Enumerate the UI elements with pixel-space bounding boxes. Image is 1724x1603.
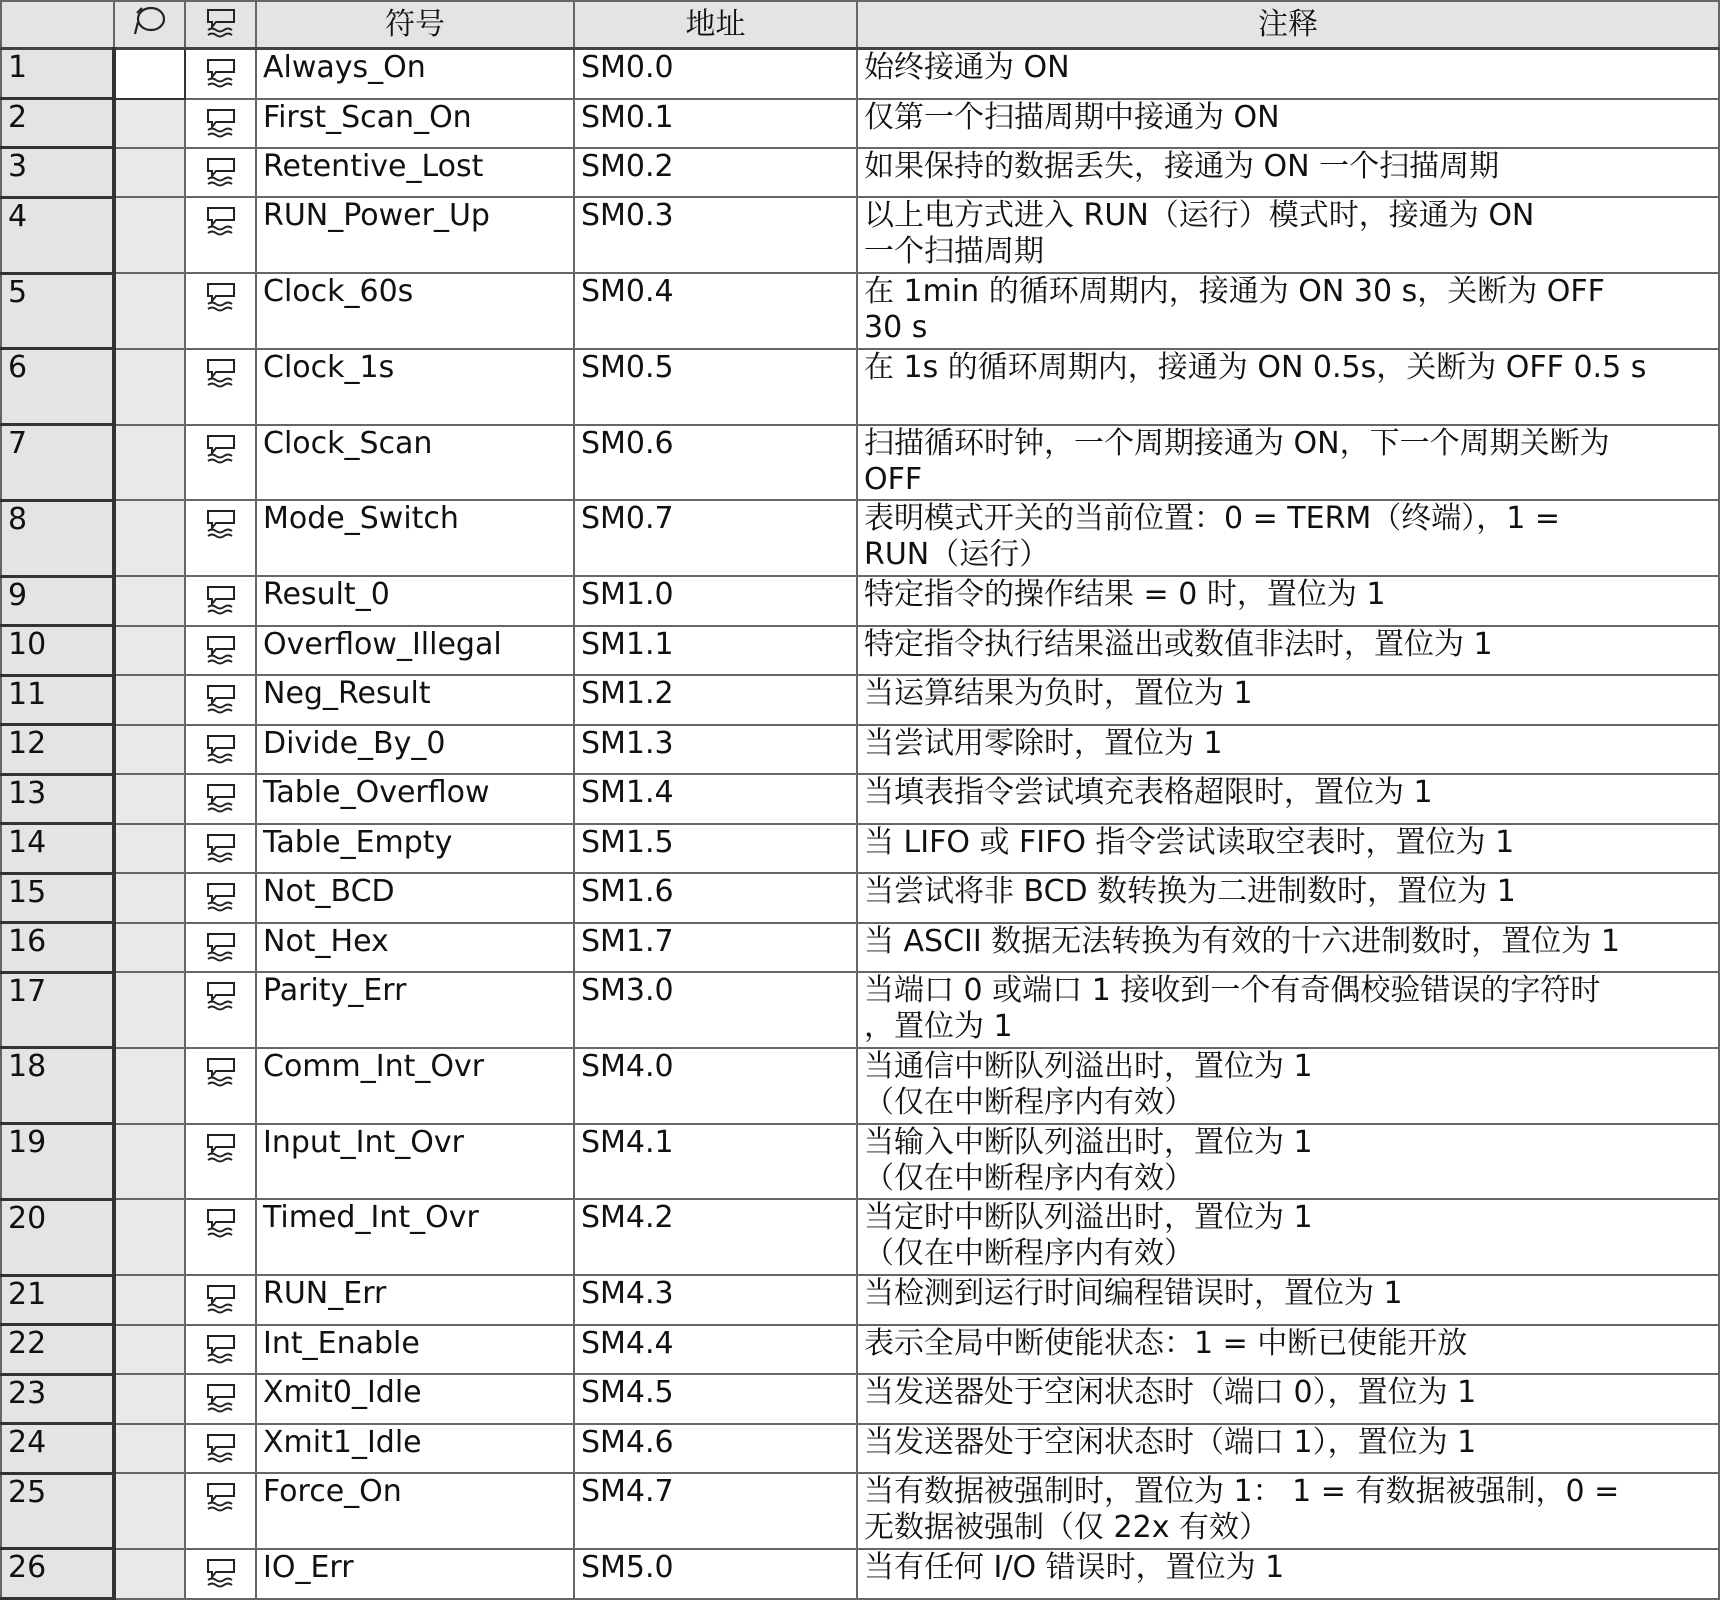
symbol-cell[interactable]: Parity_Err [256, 972, 574, 1048]
comment-line: 当尝试用零除时，置位为 1 [864, 725, 1223, 761]
comment-icon [204, 977, 238, 1011]
row-number[interactable]: 15 [1, 873, 114, 922]
comment-line: 在 1s 的循环周期内，接通为 ON 0.5s，关断为 OFF 0.5 s [864, 349, 1647, 385]
comment-cell[interactable] [857, 972, 1719, 1048]
comment-icon-cell[interactable] [185, 873, 256, 922]
table-row[interactable] [1, 1048, 1719, 1124]
table-row[interactable] [1, 824, 1719, 873]
table-row[interactable] [1, 774, 1719, 823]
table-row[interactable] [1, 1424, 1719, 1473]
comment-icon [204, 1554, 238, 1588]
address-cell[interactable]: SM0.7 [574, 500, 857, 576]
symbol-cell[interactable]: Mode_Switch [256, 500, 574, 576]
comment-cell[interactable] [857, 1374, 1719, 1423]
comment-icon-cell[interactable] [185, 49, 256, 99]
view-cell[interactable] [114, 500, 185, 576]
comment-line: 当尝试将非 BCD 数转换为二进制数时，置位为 1 [864, 874, 1516, 910]
view-cell[interactable] [114, 1199, 185, 1275]
address-cell[interactable]: SM4.6 [574, 1424, 857, 1473]
address-cell[interactable]: SM1.2 [574, 675, 857, 724]
view-cell[interactable] [114, 1275, 185, 1324]
comment-line: 特定指令执行结果溢出或数值非法时，置位为 1 [864, 626, 1493, 662]
row-number[interactable]: 19 [1, 1124, 114, 1200]
comment-icon-cell[interactable] [185, 1473, 256, 1549]
table-row[interactable] [1, 675, 1719, 724]
view-cell[interactable] [114, 1124, 185, 1200]
table-row[interactable] [1, 873, 1719, 922]
symbol-cell[interactable]: Always_On [256, 49, 574, 99]
comment-icon-cell[interactable] [185, 148, 256, 197]
table-row[interactable] [1, 99, 1719, 148]
table-row[interactable] [1, 1199, 1719, 1275]
address-cell[interactable]: SM0.1 [574, 99, 857, 148]
column-header-comment[interactable]: 注释 [857, 1, 1719, 49]
comment-icon [204, 1204, 238, 1238]
comment-cell[interactable] [857, 1199, 1719, 1275]
view-cell[interactable] [114, 1325, 185, 1374]
symbol-cell[interactable]: Clock_1s [256, 349, 574, 425]
view-cell[interactable] [114, 197, 185, 273]
comment-icon-cell[interactable] [185, 1048, 256, 1124]
comment-icon [204, 202, 238, 236]
comment-icon [204, 4, 238, 38]
comment-line: 当发送器处于空闲状态时（端口 0），置位为 1 [864, 1375, 1477, 1411]
comment-icon-cell[interactable] [185, 824, 256, 873]
table-row[interactable] [1, 725, 1719, 774]
address-cell[interactable]: SM0.5 [574, 349, 857, 425]
comment-icon-cell[interactable] [185, 1374, 256, 1423]
address-cell[interactable]: SM4.1 [574, 1124, 857, 1200]
column-header-address[interactable]: 地址 [574, 1, 857, 49]
symbol-cell[interactable]: Result_0 [256, 576, 574, 625]
comment-line: ，置位为 1 [864, 1009, 1013, 1045]
comment-line: 当发送器处于空闲状态时（端口 1），置位为 1 [864, 1424, 1477, 1460]
row-number[interactable]: 25 [1, 1473, 114, 1549]
comment-icon [204, 153, 238, 187]
view-cell[interactable] [114, 873, 185, 922]
comment-line: 当定时中断队列溢出时，置位为 1 [864, 1200, 1313, 1236]
table-row[interactable] [1, 1325, 1719, 1374]
comment-icon-cell[interactable] [185, 425, 256, 501]
comment-cell[interactable] [857, 49, 1719, 99]
address-cell[interactable]: SM4.7 [574, 1473, 857, 1549]
view-cell[interactable] [114, 923, 185, 972]
comment-line: 当 ASCII 数据无法转换为有效的十六进制数时，置位为 1 [864, 923, 1620, 959]
symbol-cell[interactable]: Table_Empty [256, 824, 574, 873]
view-cell[interactable] [114, 1424, 185, 1473]
view-cell[interactable] [114, 1549, 185, 1599]
comment-icon-cell[interactable] [185, 1424, 256, 1473]
view-cell[interactable] [114, 273, 185, 349]
table-row[interactable] [1, 626, 1719, 675]
address-cell[interactable]: SM1.7 [574, 923, 857, 972]
comment-icon [204, 1379, 238, 1413]
table-row[interactable] [1, 425, 1719, 501]
comment-line: 当端口 0 或端口 1 接收到一个有奇偶校验错误的字符时 [864, 973, 1601, 1009]
comment-cell[interactable] [857, 725, 1719, 774]
symbol-cell[interactable]: IO_Err [256, 1549, 574, 1599]
row-number[interactable]: 12 [1, 725, 114, 774]
comment-icon [204, 1330, 238, 1364]
row-number[interactable]: 6 [1, 349, 114, 425]
comment-line: （仅在中断程序内有效） [864, 1160, 1194, 1196]
table-row[interactable] [1, 500, 1719, 576]
column-header-symbol[interactable]: 符号 [256, 1, 574, 49]
comment-icon [204, 278, 238, 312]
comment-cell[interactable] [857, 774, 1719, 823]
comment-cell[interactable] [857, 500, 1719, 576]
address-cell[interactable]: SM0.6 [574, 425, 857, 501]
comment-icon-cell[interactable] [185, 197, 256, 273]
comment-cell[interactable] [857, 425, 1719, 501]
address-cell[interactable]: SM1.4 [574, 774, 857, 823]
table-row[interactable] [1, 273, 1719, 349]
column-header-comment-icon[interactable] [185, 1, 256, 49]
comment-line: 当有数据被强制时，置位为 1： 1 = 有数据被强制，0 = [864, 1474, 1620, 1510]
row-number[interactable]: 13 [1, 774, 114, 823]
comment-icon [204, 680, 238, 714]
comment-icon-cell[interactable] [185, 349, 256, 425]
address-cell[interactable]: SM0.0 [574, 49, 857, 99]
comment-cell[interactable] [857, 197, 1719, 273]
row-number[interactable]: 8 [1, 500, 114, 576]
comment-icon-cell[interactable] [185, 273, 256, 349]
comment-line: 仅第一个扫描周期中接通为 ON [864, 99, 1280, 135]
address-cell[interactable]: SM4.0 [574, 1048, 857, 1124]
comment-icon [204, 631, 238, 665]
comment-icon-cell[interactable] [185, 576, 256, 625]
symbol-cell[interactable]: First_Scan_On [256, 99, 574, 148]
comment-line: 当检测到运行时间编程错误时，置位为 1 [864, 1276, 1403, 1312]
row-number[interactable]: 18 [1, 1048, 114, 1124]
comment-cell[interactable] [857, 1424, 1719, 1473]
comment-icon [204, 928, 238, 962]
row-number[interactable]: 2 [1, 99, 114, 148]
comment-icon [204, 1129, 238, 1163]
comment-line: 在 1min 的循环周期内，接通为 ON 30 s，关断为 OFF [864, 274, 1605, 310]
comment-icon [204, 54, 238, 88]
view-cell[interactable] [114, 99, 185, 148]
comment-icon [204, 581, 238, 615]
corner-cell[interactable] [1, 1, 114, 49]
comment-icon-cell[interactable] [185, 774, 256, 823]
comment-line: 一个扫描周期 [864, 234, 1044, 270]
comment-line: 无数据被强制（仅 22x 有效） [864, 1510, 1269, 1546]
comment-line: 当 LIFO 或 FIFO 指令尝试读取空表时，置位为 1 [864, 824, 1515, 860]
symbol-cell[interactable]: Not_Hex [256, 923, 574, 972]
row-number[interactable]: 1 [1, 49, 114, 99]
symbol-cell[interactable]: Clock_Scan [256, 425, 574, 501]
comment-line: RUN（运行） [864, 537, 1050, 573]
comment-cell[interactable] [857, 349, 1719, 425]
address-cell[interactable]: SM5.0 [574, 1549, 857, 1599]
table-row[interactable] [1, 1473, 1719, 1549]
table-row[interactable] [1, 1549, 1719, 1599]
table-row[interactable] [1, 1374, 1719, 1423]
table-row[interactable] [1, 972, 1719, 1048]
address-cell[interactable]: SM4.3 [574, 1275, 857, 1324]
comment-cell[interactable] [857, 1048, 1719, 1124]
row-number[interactable]: 10 [1, 626, 114, 675]
comment-cell[interactable] [857, 273, 1719, 349]
comment-line: 以上电方式进入 RUN（运行）模式时，接通为 ON [864, 198, 1535, 234]
comment-cell[interactable] [857, 873, 1719, 922]
table-row[interactable] [1, 923, 1719, 972]
comment-icon-cell[interactable] [185, 725, 256, 774]
comment-icon [204, 505, 238, 539]
symbol-cell[interactable]: Not_BCD [256, 873, 574, 922]
row-number[interactable]: 17 [1, 972, 114, 1048]
row-number[interactable]: 21 [1, 1275, 114, 1324]
comment-icon-cell[interactable] [185, 99, 256, 148]
comment-icon-cell[interactable] [185, 500, 256, 576]
view-cell[interactable] [114, 972, 185, 1048]
row-number[interactable]: 24 [1, 1424, 114, 1473]
comment-line: （仅在中断程序内有效） [864, 1236, 1194, 1272]
address-cell[interactable]: SM3.0 [574, 972, 857, 1048]
row-number[interactable]: 20 [1, 1199, 114, 1275]
row-number[interactable]: 3 [1, 148, 114, 197]
comment-line: 当有任何 I/O 错误时，置位为 1 [864, 1549, 1285, 1585]
symbol-cell[interactable]: Timed_Int_Ovr [256, 1199, 574, 1275]
view-cell[interactable] [114, 1048, 185, 1124]
comment-line: 特定指令的操作结果 = 0 时，置位为 1 [864, 577, 1386, 613]
comment-line: 如果保持的数据丢失，接通为 ON 一个扫描周期 [864, 148, 1500, 184]
comment-icon [204, 104, 238, 138]
view-cell[interactable] [114, 824, 185, 873]
symbol-cell[interactable]: Neg_Result [256, 675, 574, 724]
table-row[interactable] [1, 1275, 1719, 1324]
comment-icon-cell[interactable] [185, 1275, 256, 1324]
symbol-cell[interactable]: Comm_Int_Ovr [256, 1048, 574, 1124]
comment-line: 30 s [864, 310, 928, 346]
comment-icon [204, 1280, 238, 1314]
row-number[interactable]: 11 [1, 675, 114, 724]
view-cell[interactable] [114, 675, 185, 724]
table-row[interactable] [1, 576, 1719, 625]
address-cell[interactable]: SM4.4 [574, 1325, 857, 1374]
comment-cell[interactable] [857, 675, 1719, 724]
view-cell[interactable] [114, 349, 185, 425]
address-cell[interactable]: SM1.6 [574, 873, 857, 922]
view-cell[interactable] [114, 425, 185, 501]
comment-cell[interactable] [857, 1124, 1719, 1200]
comment-line: 扫描循环时钟，一个周期接通为 ON，下一个周期关断为 [864, 425, 1610, 461]
view-cell[interactable] [114, 1473, 185, 1549]
view-cell[interactable] [114, 725, 185, 774]
symbol-cell[interactable]: Xmit0_Idle [256, 1374, 574, 1423]
view-cell[interactable] [114, 148, 185, 197]
symbol-cell[interactable]: Xmit1_Idle [256, 1424, 574, 1473]
address-cell[interactable]: SM0.3 [574, 197, 857, 273]
comment-line: 当输入中断队列溢出时，置位为 1 [864, 1124, 1313, 1160]
row-number[interactable]: 22 [1, 1325, 114, 1374]
comment-icon-cell[interactable] [185, 923, 256, 972]
address-cell[interactable]: SM0.2 [574, 148, 857, 197]
address-cell[interactable]: SM0.4 [574, 273, 857, 349]
table-row[interactable] [1, 197, 1719, 273]
comment-cell[interactable] [857, 1549, 1719, 1599]
address-cell[interactable]: SM4.2 [574, 1199, 857, 1275]
view-cell[interactable] [114, 1374, 185, 1423]
symbol-cell[interactable]: Input_Int_Ovr [256, 1124, 574, 1200]
comment-line: 当填表指令尝试填充表格超限时，置位为 1 [864, 775, 1433, 811]
comment-icon-cell[interactable] [185, 1199, 256, 1275]
symbol-cell[interactable]: Retentive_Lost [256, 148, 574, 197]
comment-icon-cell[interactable] [185, 972, 256, 1048]
comment-cell[interactable] [857, 1473, 1719, 1549]
table-row[interactable] [1, 148, 1719, 197]
comment-cell[interactable] [857, 626, 1719, 675]
comment-line: 表明模式开关的当前位置：0 = TERM（终端），1 = [864, 501, 1561, 537]
row-number[interactable]: 9 [1, 576, 114, 625]
comment-icon-cell[interactable] [185, 1549, 256, 1599]
comment-cell[interactable] [857, 1325, 1719, 1374]
comment-line: OFF [864, 461, 923, 497]
comment-icon [204, 878, 238, 912]
view-icon [133, 4, 167, 38]
address-cell[interactable]: SM1.1 [574, 626, 857, 675]
view-cell[interactable] [114, 774, 185, 823]
row-number[interactable]: 7 [1, 425, 114, 501]
comment-line: 当运算结果为负时，置位为 1 [864, 676, 1253, 712]
comment-icon [204, 730, 238, 764]
comment-cell[interactable] [857, 923, 1719, 972]
row-number[interactable]: 4 [1, 197, 114, 273]
symbol-cell[interactable]: RUN_Err [256, 1275, 574, 1324]
comment-icon [204, 829, 238, 863]
symbol-cell[interactable]: Clock_60s [256, 273, 574, 349]
symbol-cell[interactable]: Int_Enable [256, 1325, 574, 1374]
comment-icon-cell[interactable] [185, 675, 256, 724]
comment-cell[interactable] [857, 99, 1719, 148]
comment-line: （仅在中断程序内有效） [864, 1084, 1194, 1120]
comment-icon [204, 430, 238, 464]
comment-line: 表示全局中断使能状态：1 = 中断已使能开放 [864, 1325, 1468, 1361]
table-row[interactable] [1, 349, 1719, 425]
address-cell[interactable]: SM4.5 [574, 1374, 857, 1423]
comment-line: 始终接通为 ON [864, 50, 1070, 85]
comment-cell[interactable] [857, 824, 1719, 873]
table-row[interactable] [1, 49, 1719, 99]
comment-icon [204, 1429, 238, 1463]
view-cell[interactable] [114, 576, 185, 625]
comment-icon-cell[interactable] [185, 626, 256, 675]
row-number[interactable]: 23 [1, 1374, 114, 1423]
address-cell[interactable]: SM1.0 [574, 576, 857, 625]
comment-icon-cell[interactable] [185, 1124, 256, 1200]
row-number[interactable]: 16 [1, 923, 114, 972]
comment-cell[interactable] [857, 1275, 1719, 1324]
comment-icon [204, 354, 238, 388]
row-number[interactable]: 26 [1, 1549, 114, 1599]
comment-line: 当通信中断队列溢出时，置位为 1 [864, 1048, 1313, 1084]
comment-icon [204, 1478, 238, 1512]
symbol-cell[interactable]: Overflow_Illegal [256, 626, 574, 675]
comment-cell[interactable] [857, 148, 1719, 197]
symbol-cell[interactable]: Force_On [256, 1473, 574, 1549]
row-number[interactable]: 5 [1, 273, 114, 349]
address-cell[interactable]: SM1.3 [574, 725, 857, 774]
view-cell[interactable] [114, 49, 185, 99]
symbol-cell[interactable]: Divide_By_0 [256, 725, 574, 774]
comment-icon [204, 1053, 238, 1087]
comment-cell[interactable] [857, 576, 1719, 625]
symbol-cell[interactable]: Table_Overflow [256, 774, 574, 823]
symbol-cell[interactable]: RUN_Power_Up [256, 197, 574, 273]
header-row [1, 1, 1719, 49]
address-cell[interactable]: SM1.5 [574, 824, 857, 873]
table-row[interactable] [1, 1124, 1719, 1200]
comment-icon-cell[interactable] [185, 1325, 256, 1374]
column-header-view[interactable] [114, 1, 185, 49]
comment-icon [204, 779, 238, 813]
view-cell[interactable] [114, 626, 185, 675]
row-number[interactable]: 14 [1, 824, 114, 873]
